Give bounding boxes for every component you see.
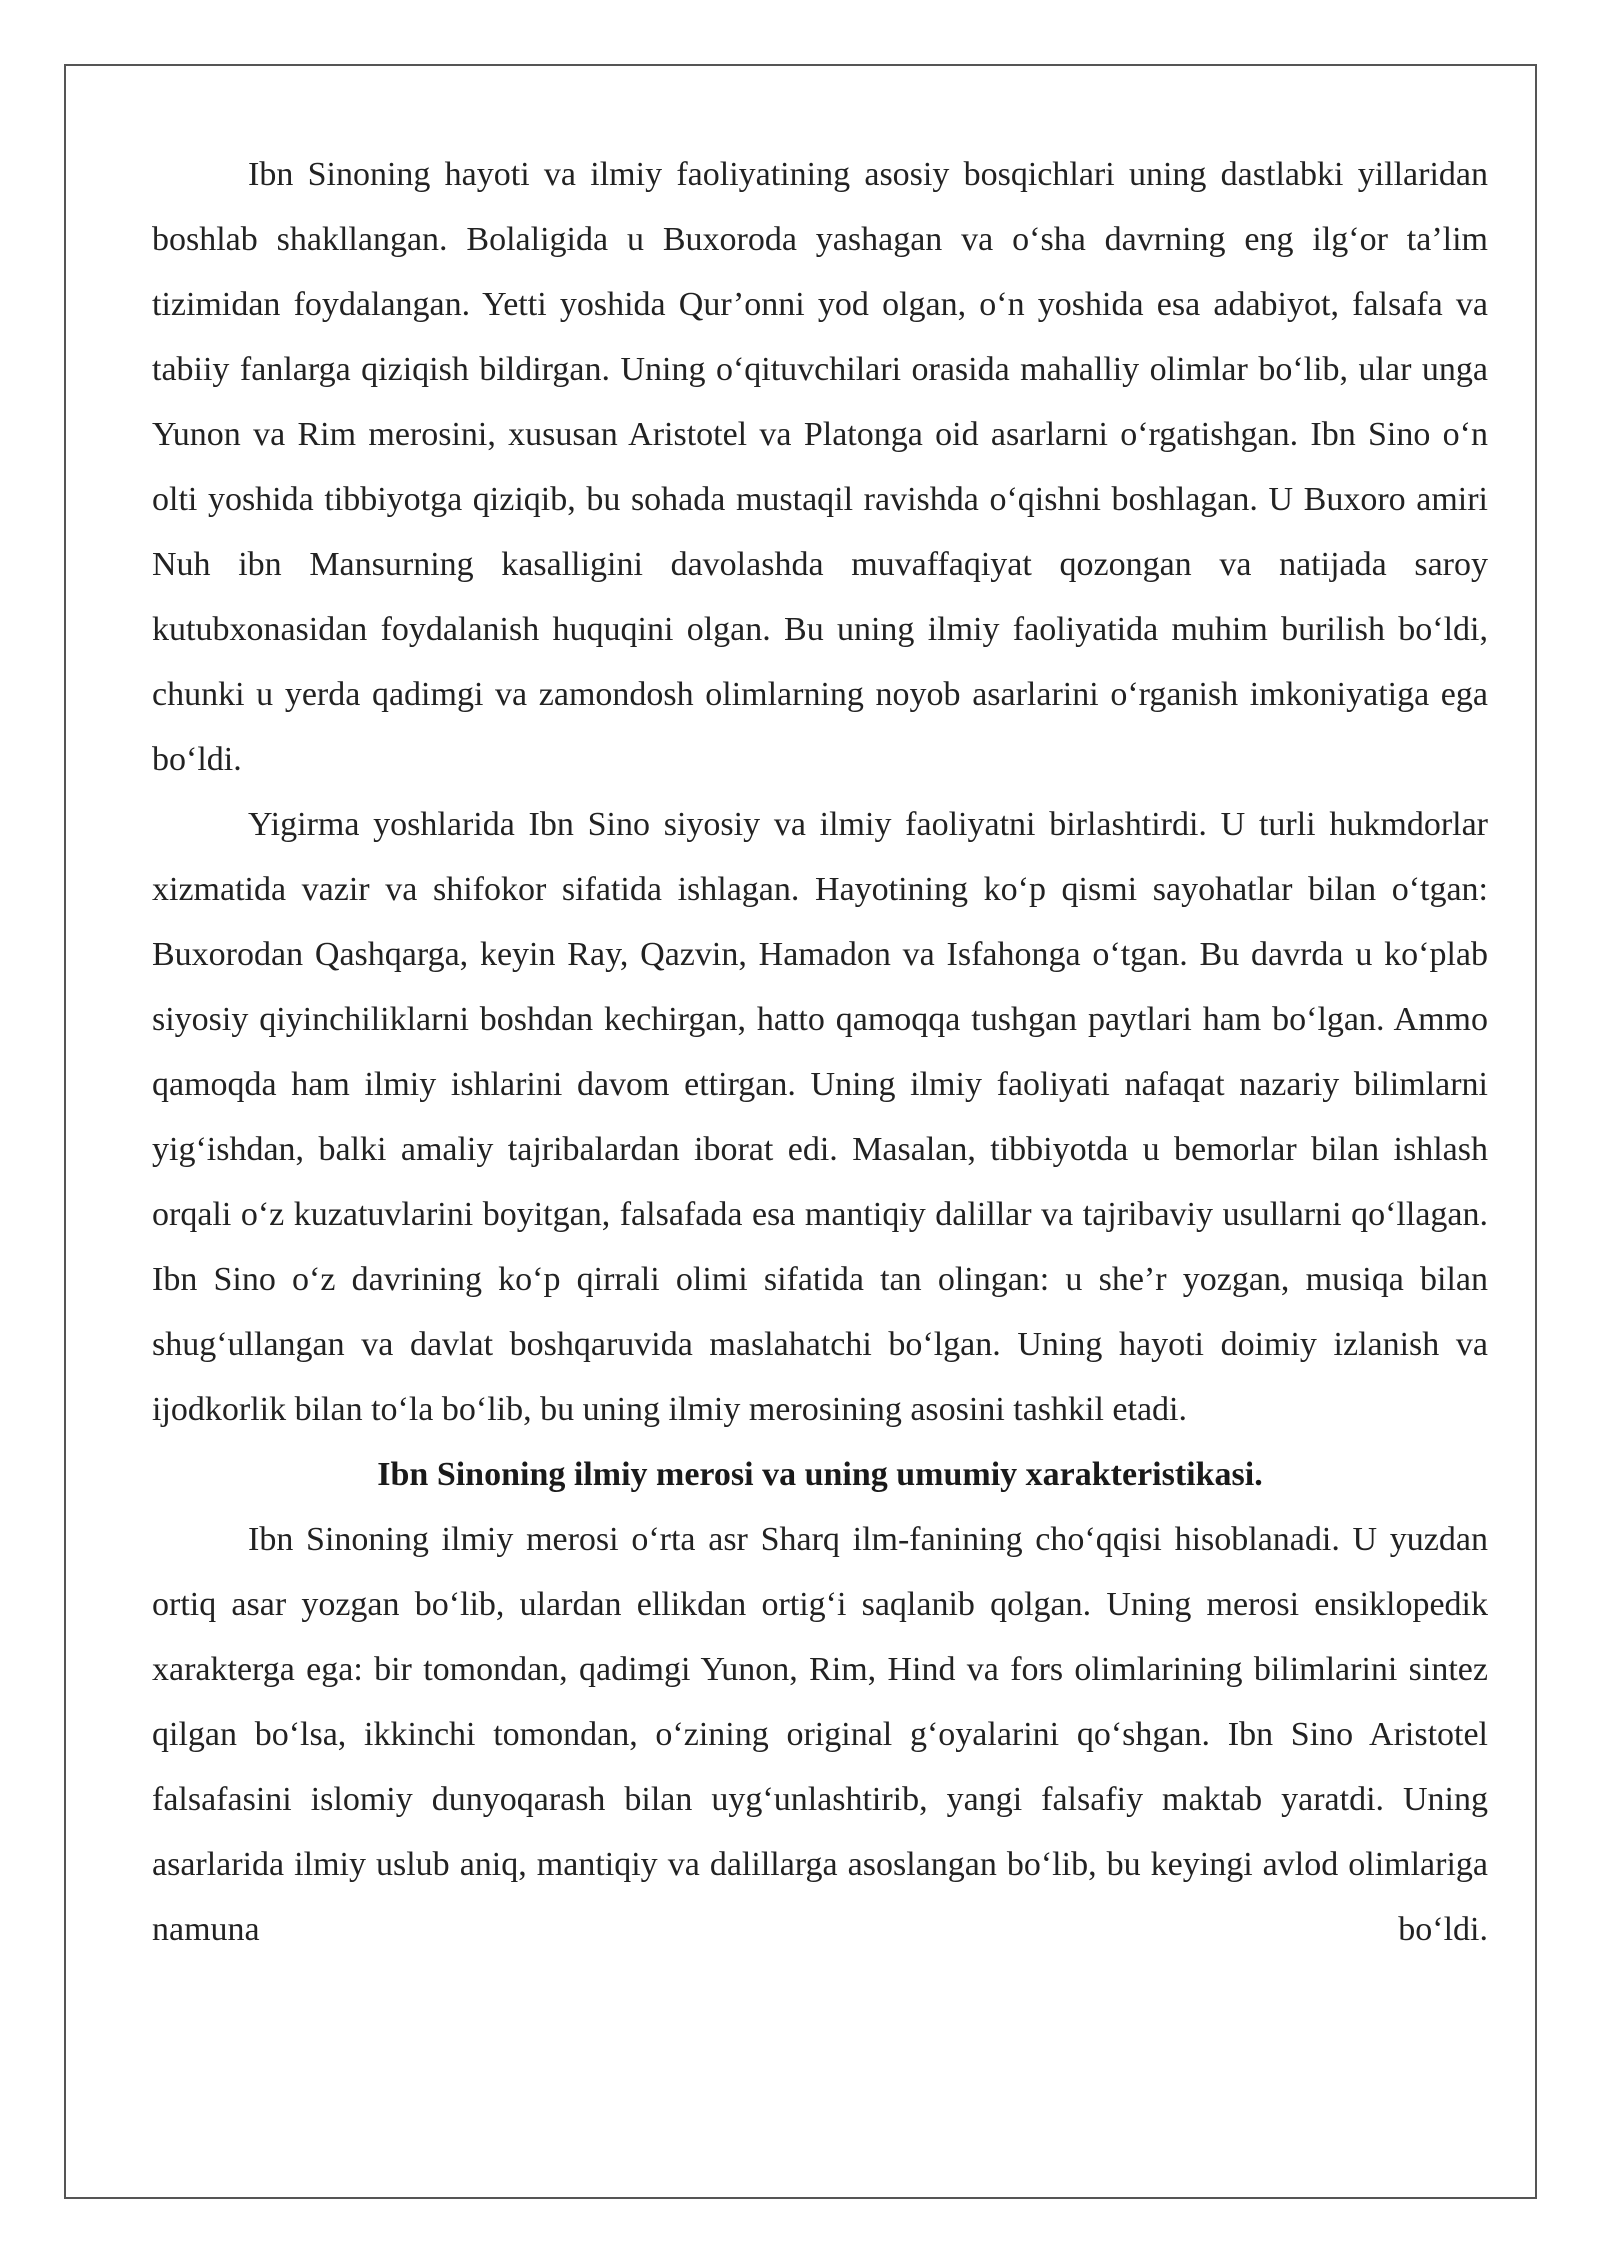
paragraph-early-life: Ibn Sinoning hayoti va ilmiy faoliyatining asosiy bosqichlari uning dastlabki yillaridan boshlab shakllangan. Bolaligida u Buxoroda yashagan va o‘sha davrning eng ilg‘or ta’lim tizimidan foydalangan. Yetti yoshida Qur’onni yod olgan, o‘n yoshida esa adabiyot, falsafa va tabiiy fanlarga qiziqish bildirgan. Uning o‘qituvchilari orasida mahalliy olimlar bo‘lib, ular unga Yunon va Rim merosini, xususan Aristotel va Platonga oid asarlarni o‘rgatishgan. Ibn Sino o‘n olti yoshida tibbiyotga qiziqib, bu sohada mustaqil ravishda o‘qishni boshlagan. U Buxoro amiri Nuh ibn Mansurning kasalligini davolashda muvaffaqiyat qozongan va natijada saroy kutubxonasidan foydalanish huquqini olgan. Bu uning ilmiy faoliyatida muhim burilish bo‘ldi, chunki u yerda qadimgi va zamondosh olimlarning noyob asarlarini o‘rganish imkoniyatiga ega bo‘ldi.: [152, 156, 1488, 778]
section-heading: Ibn Sinoning ilmiy merosi va uning umumiy xarakteristikasi.: [377, 1456, 1263, 1493]
document-body: [152, 142, 1488, 1962]
paragraph-political-career: Yigirma yoshlarida Ibn Sino siyosiy va ilmiy faoliyatni birlashtirdi. U turli hukmdorlar xizmatida vazir va shifokor sifatida ishlagan. Hayotining ko‘p qismi sayohatlar bilan o‘tgan: Buxorodan Qashqarga, keyin Ray, Qazvin, Hamadon va Isfahonga o‘tgan. Bu davrda u ko‘plab siyosiy qiyinchiliklarni boshdan kechirgan, hatto qamoqqa tushgan paytlari ham bo‘lgan. Ammo qamoqda ham ilmiy ishlarini davom ettirgan. Uning ilmiy faoliyati nafaqat nazariy bilimlarni yig‘ishdan, balki amaliy tajribalardan iborat edi. Masalan, tibbiyotda u bemorlar bilan ishlash orqali o‘z kuzatuvlarini boyitgan, falsafada esa mantiqiy dalillar va tajribaviy usullarni qo‘llagan. Ibn Sino o‘z davrining ko‘p qirrali olimi sifatida tan olingan: u she’r yozgan, musiqa bilan shug‘ullangan va davlat boshqaruvida maslahatchi bo‘lgan. Uning hayoti doimiy izlanish va ijodkorlik bilan to‘la bo‘lib, bu uning ilmiy merosining asosini tashkil etadi.: [152, 806, 1488, 1428]
paragraph-scientific-heritage: Ibn Sinoning ilmiy merosi o‘rta asr Sharq ilm-fanining cho‘qqisi hisoblanadi. U yuzdan ortiq asar yozgan bo‘lib, ulardan ellikdan ortig‘i saqlanib qolgan. Uning merosi ensiklopedik xarakterga ega: bir tomondan, qadimgi Yunon, Rim, Hind va fors olimlarining bilimlarini sintez qilgan bo‘lsa, ikkinchi tomondan, o‘zining original g‘oyalarini qo‘shgan. Ibn Sino Aristotel falsafasini islomiy dunyoqarash bilan uyg‘unlashtirib, yangi falsafiy maktab yaratdi. Uning asarlarida ilmiy uslub aniq, mantiqiy va dalillarga asoslangan bo‘lib, bu keyingi avlod olimlariga namuna bo‘ldi.: [152, 1521, 1488, 1948]
